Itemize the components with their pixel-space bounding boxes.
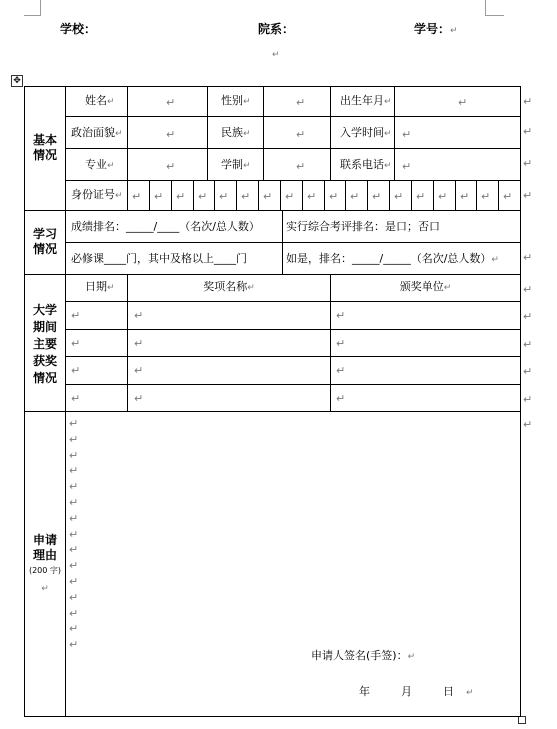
row-end-mark: ↵ (523, 189, 533, 202)
politics-field[interactable]: ↵ (166, 128, 176, 141)
reason-line: ↵ (69, 559, 79, 573)
id-digit-cell[interactable]: ↵ (154, 190, 164, 203)
reason-line: ↵ (69, 464, 79, 478)
id-digit-cell[interactable]: ↵ (329, 190, 339, 203)
id-digit-cell[interactable]: ↵ (438, 190, 448, 203)
id-digit-cell[interactable]: ↵ (350, 190, 360, 203)
row-end-mark: ↵ (523, 393, 533, 406)
id-digit-cell[interactable]: ↵ (132, 190, 142, 203)
reason-line: ↵ (69, 511, 79, 525)
grade-rank-field[interactable]: 成绩排名：_____/____（名次/总人数） (71, 220, 260, 233)
id-digit-cell[interactable]: ↵ (176, 190, 186, 203)
word-limit: (200 字) (28, 566, 62, 575)
id-digit-cell[interactable]: ↵ (503, 190, 513, 203)
id-digit-cell[interactable]: ↵ (219, 190, 229, 203)
ethnicity-label: 民族↵ (221, 126, 251, 139)
reason-line: ↵ (69, 496, 79, 509)
divider-basic-study (24, 210, 521, 211)
row-end-mark: ↵ (523, 125, 533, 138)
reason-line: ↵ (69, 575, 79, 588)
awards-col-date: 日期↵ (85, 280, 115, 293)
schooling-label: 学制↵ (221, 158, 251, 171)
comprehensive-eval-field[interactable]: 实行综合考评排名：是口；否口 (286, 220, 440, 233)
form-border-left (24, 86, 25, 717)
reason-line: ↵ (69, 622, 79, 636)
sign-date-month[interactable]: 月 (401, 685, 412, 698)
crop-mark-top-left (24, 0, 41, 16)
award-date-cell[interactable]: ↵ (71, 392, 81, 405)
reason-line: ↵ (69, 480, 79, 494)
id-digit-cell[interactable]: ↵ (481, 190, 491, 203)
row-end-mark: ↵ (523, 251, 533, 264)
signature-field[interactable]: 申请人签名(手签)：↵ (311, 649, 416, 662)
reason-line: ↵ (69, 543, 79, 557)
award-name-cell[interactable]: ↵ (134, 392, 144, 405)
awards-col-issuer: 颁奖单位↵ (399, 280, 452, 293)
department-field[interactable]: 院系： (258, 22, 295, 36)
row-end-mark: ↵ (523, 338, 533, 351)
table-resize-handle[interactable] (518, 716, 526, 724)
crop-mark-top-right (485, 0, 504, 16)
schooling-field[interactable]: ↵ (296, 160, 306, 173)
section-awards: 大学 期间 主要 获奖 情况 (32, 303, 57, 385)
phone-field[interactable]: ↵ (402, 160, 412, 173)
award-issuer-cell[interactable]: ↵ (336, 392, 346, 405)
reason-line: ↵ (69, 448, 79, 462)
id-digit-cell[interactable]: ↵ (285, 190, 295, 203)
politics-label: 政治面貌↵ (71, 126, 123, 139)
birth-field[interactable]: ↵ (458, 96, 468, 109)
row-end-mark: ↵ (523, 365, 533, 378)
paragraph-mark: ↵ (272, 50, 280, 60)
id-digit-cell[interactable]: ↵ (460, 190, 470, 203)
id-number-label: 身份证号↵ (71, 188, 123, 201)
reason-line: ↵ (69, 527, 79, 541)
sign-date-year[interactable]: 年 (359, 685, 370, 698)
reason-line: ↵ (69, 590, 79, 604)
awards-col-name: 奖项名称↵ (203, 280, 255, 293)
reason-line: ↵ (69, 638, 79, 652)
divider-awards-reason (24, 411, 521, 412)
table-move-handle-icon[interactable]: ✥ (11, 75, 23, 87)
id-digit-cell[interactable]: ↵ (394, 190, 404, 203)
id-digit-cell[interactable]: ↵ (372, 190, 382, 203)
award-issuer-cell[interactable]: ↵ (336, 309, 346, 322)
reason-line: ↵ (69, 417, 79, 430)
form-border-top (24, 86, 521, 87)
enroll-label: 入学时间↵ (340, 126, 392, 139)
reason-line: ↵ (69, 606, 79, 620)
birth-label: 出生年月↵ (340, 94, 392, 107)
major-field[interactable]: ↵ (166, 160, 176, 173)
enroll-field[interactable]: ↵ (402, 128, 412, 141)
award-issuer-cell[interactable]: ↵ (336, 364, 346, 377)
row-end-mark: ↵ (523, 310, 533, 323)
required-courses-field[interactable]: 必修课____门，其中及格以上____门 (71, 252, 247, 265)
row-end-mark: ↵ (523, 418, 533, 431)
row-end-mark: ↵ (523, 157, 533, 170)
name-field[interactable]: ↵ (166, 96, 176, 109)
divider-study-awards (24, 274, 521, 275)
award-name-cell[interactable]: ↵ (134, 309, 144, 322)
phone-label: 联系电话↵ (340, 158, 392, 171)
student-id-field[interactable]: 学号：↵ (414, 22, 458, 36)
major-label: 专业↵ (85, 158, 115, 171)
section-basic-info: 基本 情况 (32, 133, 57, 162)
eval-rank-field[interactable]: 如是，排名：_____/_____（名次/总人数）↵ (286, 252, 499, 265)
gender-field[interactable]: ↵ (296, 96, 306, 109)
row-end-mark: ↵ (523, 95, 533, 108)
id-digit-cell[interactable]: ↵ (416, 190, 426, 203)
id-digit-cell[interactable]: ↵ (263, 190, 273, 203)
award-date-cell[interactable]: ↵ (71, 309, 81, 322)
award-name-cell[interactable]: ↵ (134, 364, 144, 377)
id-digit-cell[interactable]: ↵ (307, 190, 317, 203)
reason-line: ↵ (69, 432, 79, 446)
section-reason: 申请 理由 (200 字) ↵ (26, 533, 64, 597)
gender-label: 性别↵ (221, 94, 251, 107)
award-date-cell[interactable]: ↵ (71, 364, 81, 377)
section-study-info: 学习 情况 (32, 227, 57, 256)
row-end-mark: ↵ (523, 283, 533, 296)
award-name-cell[interactable]: ↵ (134, 337, 144, 350)
id-digit-cell[interactable]: ↵ (198, 190, 208, 203)
award-issuer-cell[interactable]: ↵ (336, 337, 346, 350)
award-date-cell[interactable]: ↵ (71, 337, 81, 350)
school-field[interactable]: 学校： (60, 22, 97, 36)
application-form (24, 86, 533, 717)
name-label: 姓名↵ (85, 94, 115, 107)
id-digit-cell[interactable]: ↵ (241, 190, 251, 203)
ethnicity-field[interactable]: ↵ (296, 128, 306, 141)
sign-date-day[interactable]: 日 ↵ (443, 685, 474, 698)
form-border-bottom (24, 716, 521, 717)
